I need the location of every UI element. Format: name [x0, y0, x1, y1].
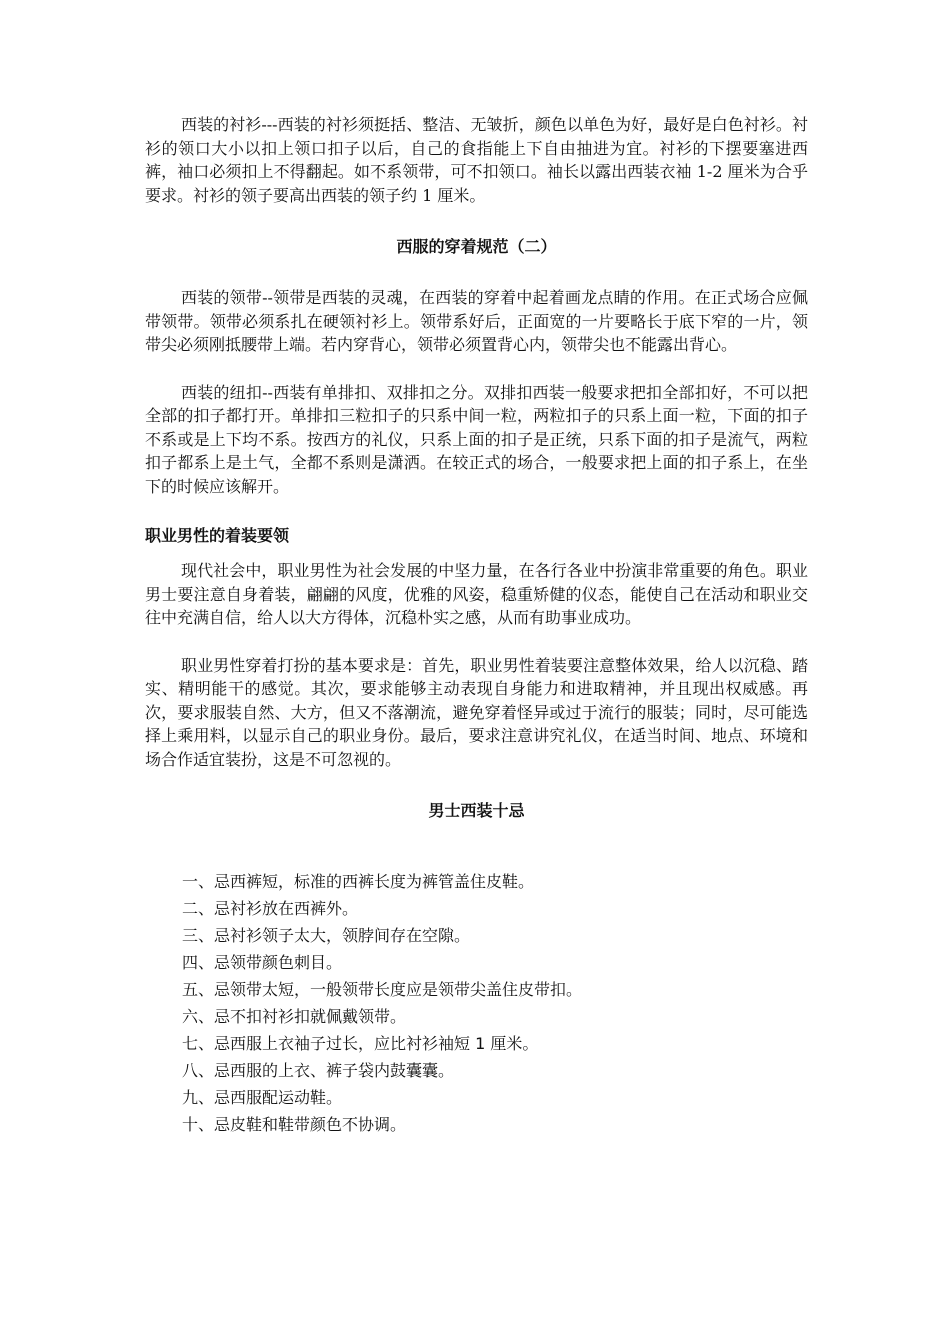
list-item: 五、忌领带太短，一般领带长度应是领带尖盖住皮带扣。	[182, 980, 583, 999]
paragraph-buttons: 西装的纽扣--西装有单排扣、双排扣之分。双排扣西装一般要求把扣全部扣好，不可以把全部的扣子都打开。单排扣三粒扣子的只系中间一粒，两粒扣子的只系上面一粒，下面的扣子不系或是上下均不系。按西方的礼仪，只系上面的扣子是正统，只系下面的扣子是流气，两粒扣子都系上是土气，全都不系则是潇洒。在较正式的场合，一般要求把上面的扣子系上，在坐下的时候应该解开。	[145, 382, 808, 496]
list-item: 十、忌皮鞋和鞋带颜色不协调。	[182, 1115, 407, 1134]
list-item: 九、忌西服配运动鞋。	[182, 1088, 343, 1107]
paragraph-tie: 西装的领带--领带是西装的灵魂，在西装的穿着中起着画龙点睛的作用。在正式场合应佩带领带。领带必须系扎在硬领衬衫上。领带系好后，正面宽的一片要略长于底下窄的一片，领带尖必须刚抵腰带上端。若内穿背心，领带必须置背心内，领带尖也不能露出背心。	[145, 288, 808, 354]
list-item: 二、忌衬衫放在西裤外。	[182, 899, 359, 918]
list-item: 七、忌西服上衣袖子过长，应比衬衫袖短 1 厘米。	[182, 1034, 539, 1053]
heading-professional-attire: 职业男性的着装要领	[145, 526, 290, 545]
list-item: 三、忌衬衫领子太大，领脖间存在空隙。	[182, 926, 471, 945]
heading-ten-taboos: 男士西装十忌	[428, 801, 525, 820]
taboo-list	[145, 868, 808, 1138]
document-page	[145, 113, 808, 1138]
list-item: 六、忌不扣衬衫扣就佩戴领带。	[182, 1007, 407, 1026]
list-item: 一、忌西裤短，标准的西裤长度为裤管盖住皮鞋。	[182, 872, 535, 891]
paragraph-shirt: 西装的衬衫---西装的衬衫须挺括、整洁、无皱折，颜色以单色为好，最好是白色衬衫。衬衫的领口大小以扣上领口扣子以后，自己的食指能上下自由抽进为宜。衬衫的下摆要塞进西裤，袖口必须扣上不得翻起。如不系领带，可不扣领口。袖长以露出西装衣袖 1-2 厘米为合乎要求。衬衫的领子要高出西装的领子约 1 厘米。	[145, 115, 808, 205]
paragraph-basic-requirements: 职业男性穿着打扮的基本要求是：首先，职业男性着装要注意整体效果，给人以沉稳、踏实、精明能干的感觉。其次，要求能够主动表现自身能力和进取精神，并且现出权威感。再次，要求服装自然、大方，但又不落潮流，避免穿着怪异或过于流行的服装；同时，尽可能选择上乘用料，以显示自己的职业身份。最后，要求注意讲究礼仪，在适当时间、地点、环境和场合作适宜装扮，这是不可忽视的。	[145, 655, 808, 769]
heading-suit-norms-2: 西服的穿着规范（二）	[396, 237, 557, 256]
list-item: 四、忌领带颜色刺目。	[182, 953, 343, 972]
paragraph-modern-society: 现代社会中，职业男性为社会发展的中坚力量，在各行各业中扮演非常重要的角色。职业男士要注意自身着装，翩翩的风度，优雅的风姿，稳重矫健的仪态，能使自己在活动和职业交往中充满自信，给人以大方得体，沉稳朴实之感，从而有助事业成功。	[145, 561, 808, 627]
list-item: 八、忌西服的上衣、裤子袋内鼓囊囊。	[182, 1061, 455, 1080]
